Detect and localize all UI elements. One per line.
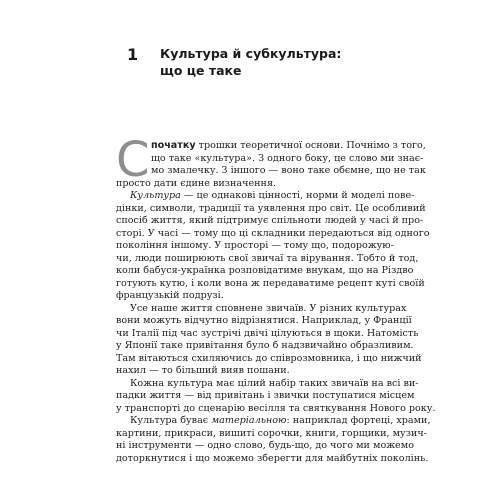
italic-text: матеріальною [211,415,287,426]
text-line: коли бабуся-українка розповідатиме внукам, що на Різдво [116,265,414,276]
text-run: Культура буває [130,415,212,426]
text-line: сторі. У часі — тому що ці складники передаються від одного [116,227,430,239]
paragraph [116,190,430,303]
text-line: Кожна культура має цілий набір таких звичаїв на всі ви- [130,377,419,389]
drop-cap: С [116,132,150,188]
paragraph [116,415,431,465]
text-line: Там вітаються схиляючись до співрозмовника, і що нижчий [116,352,422,364]
text-line: чи Італії під час зустрічі двічі цілуються в щоки. Натомість [116,327,419,339]
text-line: мо змалечку. З іншого — воно таке обємне, що не так [151,165,426,176]
text-line: ні інструменти — одно слово, будь-що, до чого ми можемо [116,440,414,451]
text-line: просто дати єдине визначення. [116,177,277,189]
text-line: картини, прикраси, вишиті сорочки, книги, горщики, музич- [116,427,427,439]
text-line: французькій подрузі. [116,290,224,301]
text-line: чи, люди поширюють свої звичаї та вірування. Тобто й тод, [116,252,419,264]
paragraph [116,140,426,190]
text-line: вони можуть відчутно відрізнятися. Наприклад, у Франції [116,315,412,326]
body-text [116,132,436,465]
text-line [116,140,426,153]
paragraph [116,377,436,416]
chapter-title-line: що це таке [160,63,242,78]
bold-text: початку [151,140,196,151]
text-run: : наприклад фортеці, храми, [286,415,431,426]
text-line: у транспорті до сценарію весілля та святкування Нового року. [116,402,436,414]
text-line: у Японії таке привітання було б надзвичайно образливим. [116,340,414,351]
text-line: готують кутю, і коли вона ж передаватиме рецепт куті своїй [116,277,425,289]
text-line: дінки, символи, традиції та уявлення про світ. Це особливий [116,202,426,214]
paragraph [116,302,422,378]
text-line [116,415,431,428]
text-line [116,190,415,203]
text-line: доторкнутися і що можемо зберегти для майбутніх поколінь. [116,452,429,464]
chapter-title [160,45,390,79]
chapter-number: 1 [127,45,139,64]
text-run: трошки теоретичної основи. Почнімо з того, [195,140,426,151]
text-run: — це однакові цінності, норми й моделі пове- [180,190,415,201]
text-line: спосіб життя, який підтримує спільноти людей у часі й про- [116,215,424,226]
text-line: нахил — то більший вияв пошани. [116,365,290,376]
italic-text: Культура [130,190,181,201]
text-line: падки життя — від привітань і звички поступатися місцем [116,390,415,401]
chapter-title-line: Культура й субкультура: [160,46,342,61]
text-line: Усе наше життя сповнене звичаїв. У різних культурах [130,302,407,314]
text-line: що таке «культура». З одного боку, це слово ми знає- [151,152,424,164]
text-line: покоління іншому. У просторі — тому що, подорожую- [116,240,394,251]
